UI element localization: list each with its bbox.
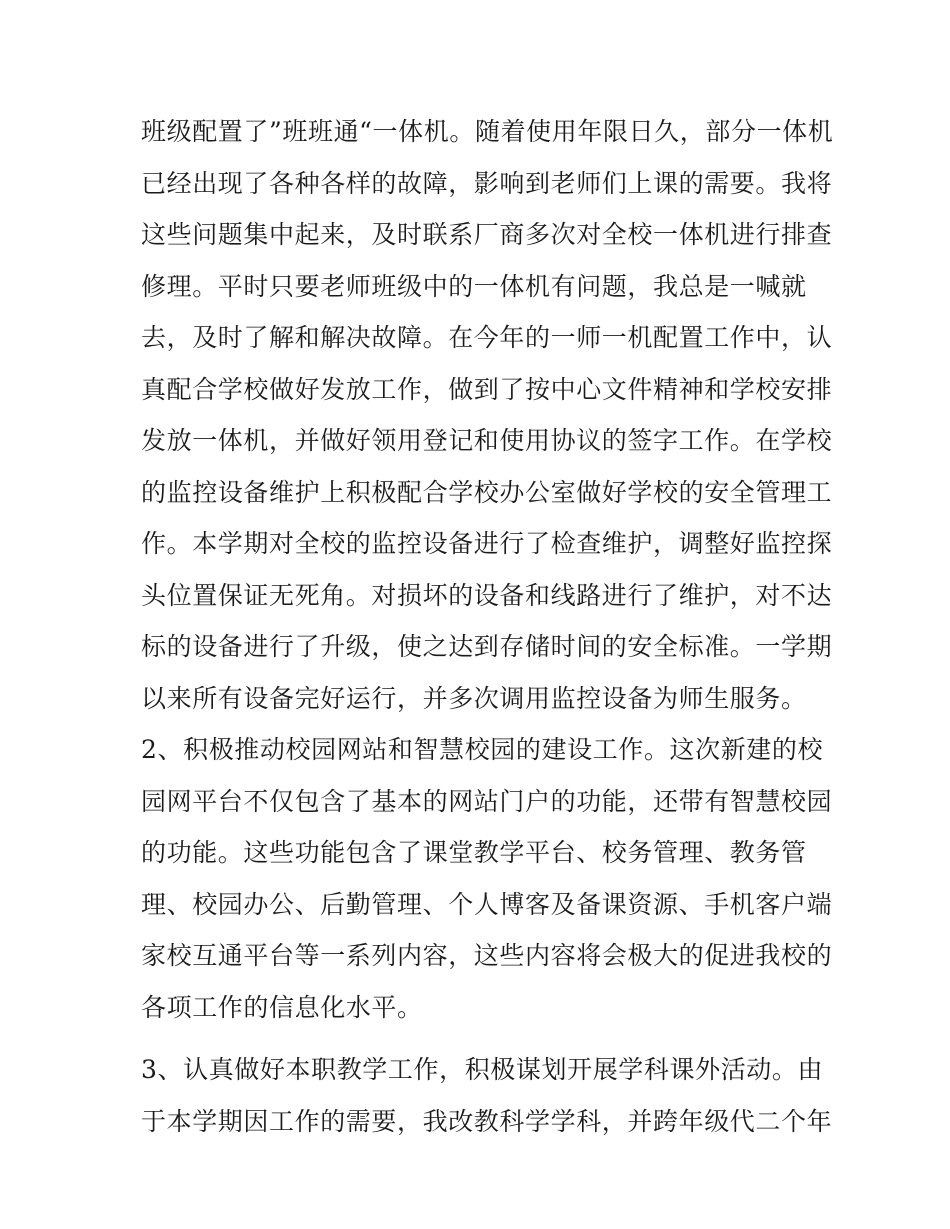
text-line: 这些问题集中起来，及时联系厂商多次对全校一体机进行排查 [141,220,833,249]
text-line: 已经出现了各种各样的故障，影响到老师们上课的需要。我将 [141,168,833,198]
document-body [141,106,834,1147]
text-line: 真配合学校做好发放工作，做到了按中心文件精神和学校安排 [141,374,833,404]
text-line: 理、校园办公、后勤管理、个人博客及备课资源、手机客户端 [141,889,833,919]
text-line: 以来所有设备完好运行，并多次调用监控设备为师生服务。 [141,683,807,713]
text-line: 2、积极推动校园网站和智慧校园的建设工作。这次新建的校 [141,735,824,764]
text-line: 于本学期因工作的需要，我改教科学学科，并跨年级代二个年 [141,1106,833,1136]
text-line: 头位置保证无死角。对损坏的设备和线路进行了维护，对不达 [141,580,833,610]
text-line: 的功能。这些功能包含了课堂教学平台、校务管理、教务管 [141,838,807,867]
text-line: 修理。平时只要老师班级中的一体机有问题，我总是一喊就 [141,271,807,301]
text-line: 家校互通平台等一系列内容，这些内容将会极大的促进我校的 [141,941,833,970]
text-line: 发放一体机，并做好领用登记和使用协议的签字工作。在学校 [141,426,833,455]
text-line: 3、认真做好本职教学工作，积极谋划开展学科课外活动。由 [141,1055,824,1084]
text-line: 园网平台不仅包含了基本的网站门户的功能，还带有智慧校园 [141,786,833,816]
text-line: 去，及时了解和解决故障。在今年的一师一机配置工作中，认 [141,323,833,352]
text-line: 作。本学期对全校的监控设备进行了检查维护，调整好监控探 [141,529,833,558]
text-line: 的监控设备维护上积极配合学校办公室做好学校的安全管理工 [141,477,833,507]
text-line: 标的设备进行了升级，使之达到存储时间的安全标准。一学期 [141,632,833,661]
text-line: 各项工作的信息化水平。 [141,992,423,1022]
text-line: 班级配置了”班班通“一体机。随着使用年限日久，部分一体机 [141,117,834,146]
